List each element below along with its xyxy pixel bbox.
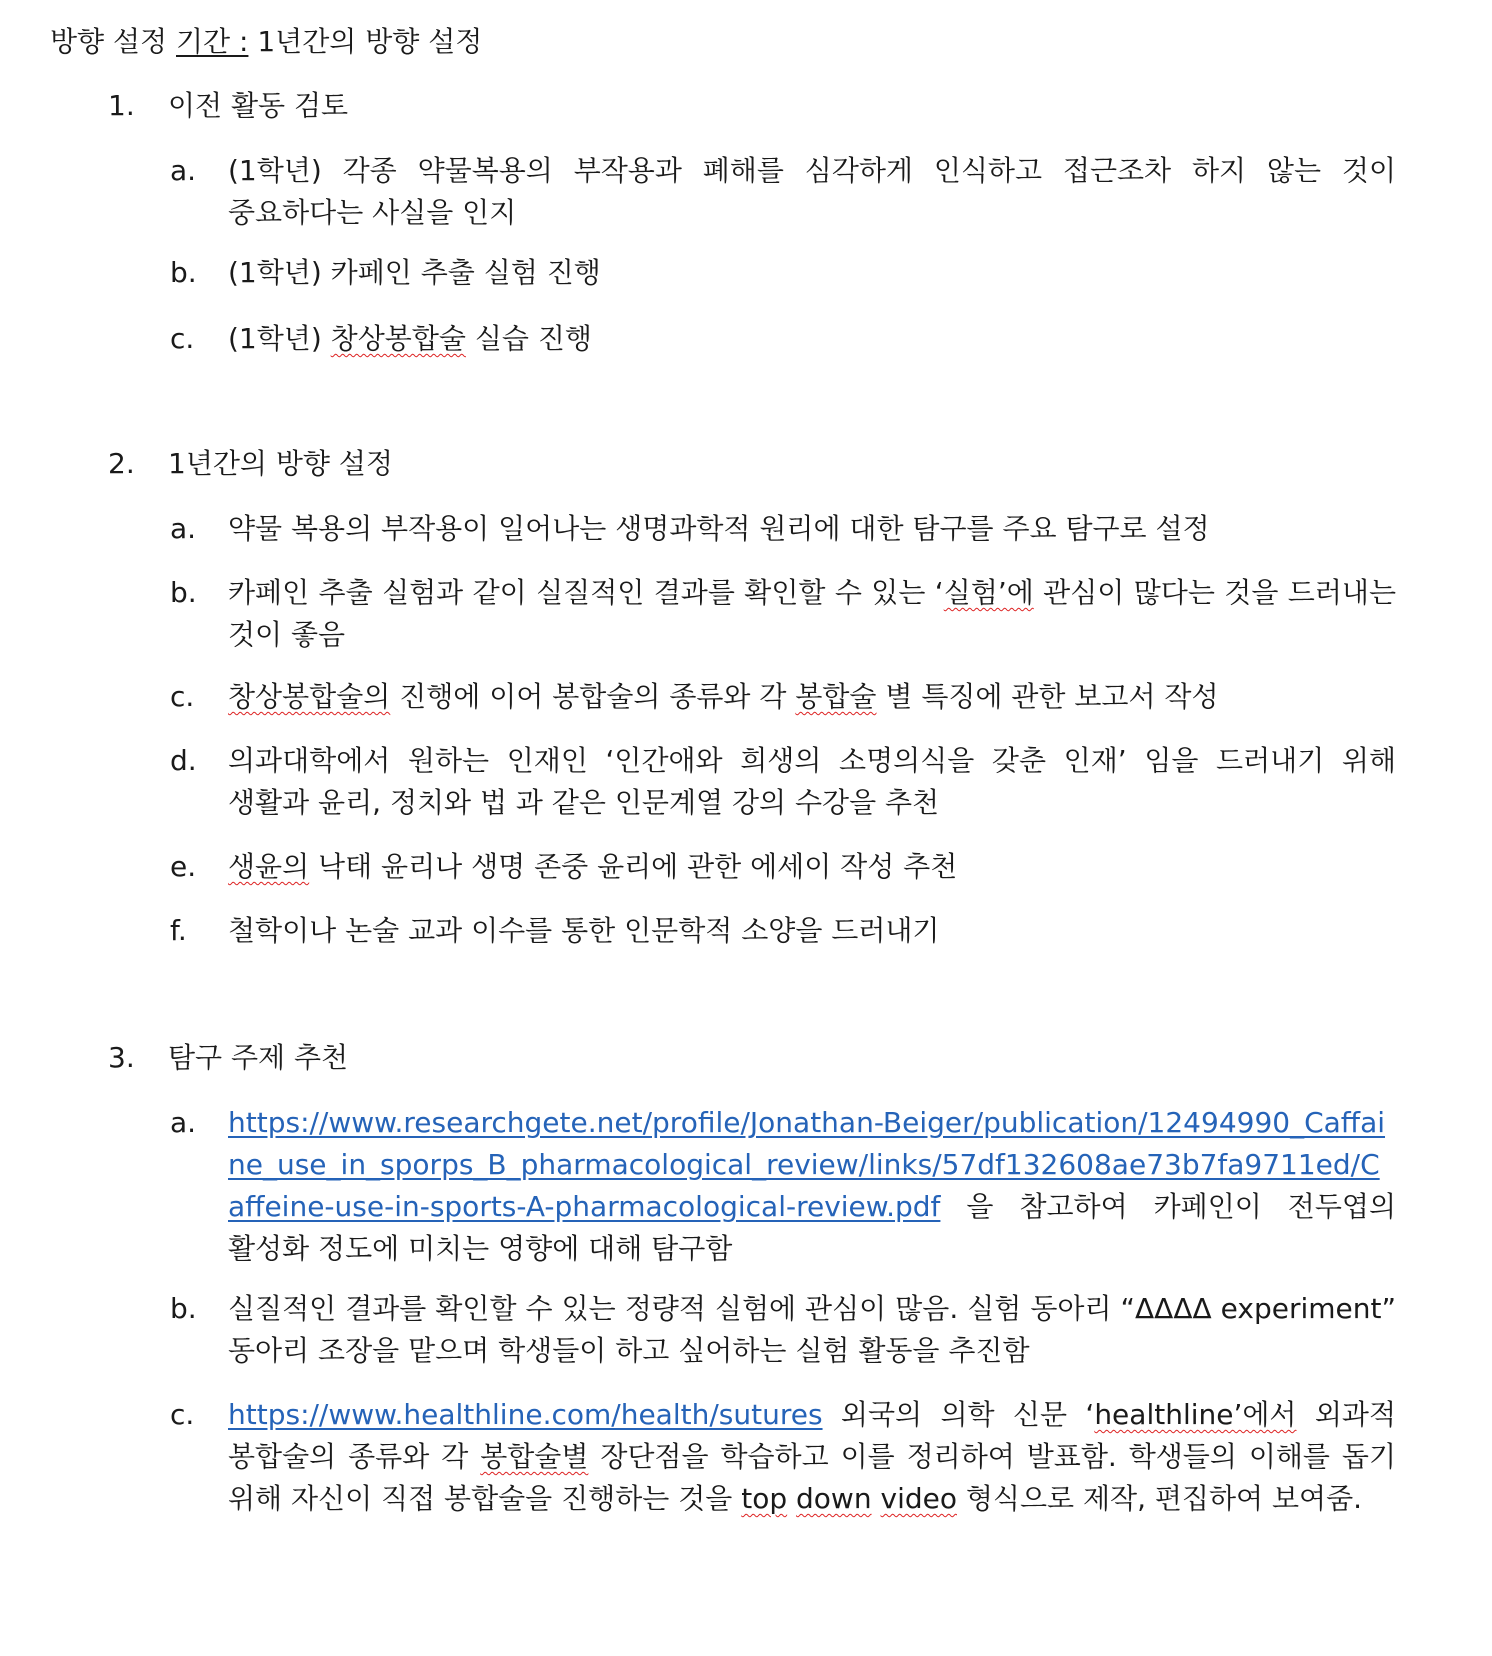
text-run: 카페인 추출 실험과 같이 실질적인 결과를 확인할 수 있는 ‘	[228, 576, 944, 609]
list-item-text: 철학이나 논술 교과 이수를 통한 인문학적 소양을 드러내기	[228, 914, 940, 947]
list-marker: a.	[170, 154, 197, 187]
text-run: 형식으로 제작, 편집하여 보여줌.	[956, 1482, 1363, 1515]
list-marker: a.	[170, 1106, 197, 1139]
text-run	[872, 1482, 881, 1515]
list-marker: b.	[170, 256, 197, 289]
text-run: 낙태 윤리나 생명 존중 윤리에 관한 에세이 작성 추천	[309, 850, 958, 883]
list-marker: c.	[170, 1398, 195, 1431]
spellcheck-flagged-word: healthline’에서	[1094, 1398, 1297, 1431]
list-item-text: (1학년) 각종 약물복용의 부작용과 폐해를 심각하게 인식하고 접근조차 하지 않는 것이 중요하다는 사실을 인지	[228, 154, 1396, 229]
list-item-text	[228, 676, 1396, 718]
text-run	[787, 1482, 796, 1515]
section-number: 1.	[108, 89, 135, 122]
list-item-text	[228, 572, 1396, 656]
list-marker: b.	[170, 1292, 197, 1325]
section-2-title	[108, 444, 393, 484]
list-item-text: 실질적인 결과를 확인할 수 있는 정량적 실험에 관심이 많음. 실험 동아리 “ΔΔΔΔ experiment” 동아리 조장을 맡으며 학생들이 하고 싶어하는 실험 활동을 추진함	[228, 1292, 1396, 1367]
list-marker: c.	[170, 680, 195, 713]
list-marker: e.	[170, 850, 197, 883]
list-marker: c.	[170, 322, 195, 355]
section-number: 3.	[108, 1041, 135, 1074]
list-marker: b.	[170, 576, 197, 609]
spellcheck-flagged-word: 봉합술별	[480, 1440, 589, 1473]
text-run: 장단점을 학습하고 이를 정리하여 발표함. 학생들의 이해를 돕기 위해 자신이 직접 봉합술을 진행하는 것을	[228, 1440, 1396, 1515]
text-run: 별 특징에 관한 보고서 작성	[876, 680, 1219, 713]
reference-link[interactable]: https://www.healthline.com/health/sutures	[228, 1398, 823, 1431]
list-item-text	[228, 1102, 1396, 1270]
list-item	[170, 1394, 1396, 1520]
list-item	[170, 1102, 1396, 1270]
list-item	[170, 150, 1396, 234]
section-title-text: 탐구 주제 추천	[168, 1041, 349, 1074]
spellcheck-flagged-word: top	[741, 1482, 788, 1515]
list-item	[170, 676, 1396, 718]
list-item	[170, 846, 1396, 888]
section-number: 2.	[108, 447, 135, 480]
section-title-text: 1년간의 방향 설정	[168, 447, 393, 480]
list-item	[170, 740, 1396, 824]
text-run: 외국의 의학 신문 ‘	[822, 1398, 1095, 1431]
header-underlined: 기간 :	[176, 25, 249, 58]
text-run: 진행에 이어 봉합술의 종류와 각	[390, 680, 796, 713]
spellcheck-flagged-word: down	[796, 1482, 872, 1515]
list-item	[170, 1288, 1396, 1372]
reference-link[interactable]: https://www.researchgete.net/profile/Jonathan-Beiger/publication/12494990_Caffaine_use_in_sporps_B_pharmacological_review/links/57df132608ae73b7fa9711ed/Caffeine-use-in-sports-A-pharmacological-review.pdf	[228, 1106, 1386, 1223]
list-item	[170, 910, 1396, 952]
list-item-text	[228, 318, 1396, 360]
header-suffix: 1년간의 방향 설정	[248, 25, 483, 58]
list-item-text: (1학년) 카페인 추출 실험 진행	[228, 256, 601, 289]
spellcheck-flagged-word: 생윤의	[228, 850, 310, 883]
spellcheck-flagged-word: video	[880, 1482, 957, 1515]
spellcheck-flagged-word: 봉합술	[795, 680, 877, 713]
list-item-text: 약물 복용의 부작용이 일어나는 생명과학적 원리에 대한 탐구를 주요 탐구로 설정	[228, 512, 1210, 545]
text-run: (1학년)	[228, 322, 331, 355]
list-item-text: 의과대학에서 원하는 인재인 ‘인간애와 희생의 소명의식을 갖춘 인재’ 임을 드러내기 위해 생활과 윤리, 정치와 법 과 같은 인문계열 강의 수강을 추천	[228, 744, 1396, 819]
list-item-text	[228, 846, 1396, 888]
list-item	[170, 318, 1396, 360]
spellcheck-flagged-word: 창상봉합술	[330, 322, 466, 355]
spellcheck-flagged-word: 실험’에	[943, 576, 1034, 609]
list-marker: d.	[170, 744, 197, 777]
list-marker: f.	[170, 914, 187, 947]
list-item	[170, 572, 1396, 656]
text-run: 관심이 많다는 것을 드러내는 것이 좋음	[228, 576, 1396, 651]
section-title-text: 이전 활동 검토	[168, 89, 349, 122]
list-marker: a.	[170, 512, 197, 545]
list-item	[170, 508, 1396, 550]
header-prefix: 방향 설정	[50, 25, 176, 58]
text-run: 을 참고하여 카페인이 전두엽의 활성화 정도에 미치는 영향에 대해 탐구함	[228, 1190, 1396, 1265]
list-item-text	[228, 1394, 1396, 1520]
spellcheck-flagged-word: 창상봉합술의	[228, 680, 391, 713]
section-3-title	[108, 1038, 348, 1078]
list-item	[170, 252, 1396, 294]
text-run: 실습 진행	[465, 322, 592, 355]
section-1-title	[108, 86, 348, 126]
text-run: 외과적 봉합술의 종류와 각	[228, 1398, 1397, 1473]
document-header	[50, 22, 482, 62]
